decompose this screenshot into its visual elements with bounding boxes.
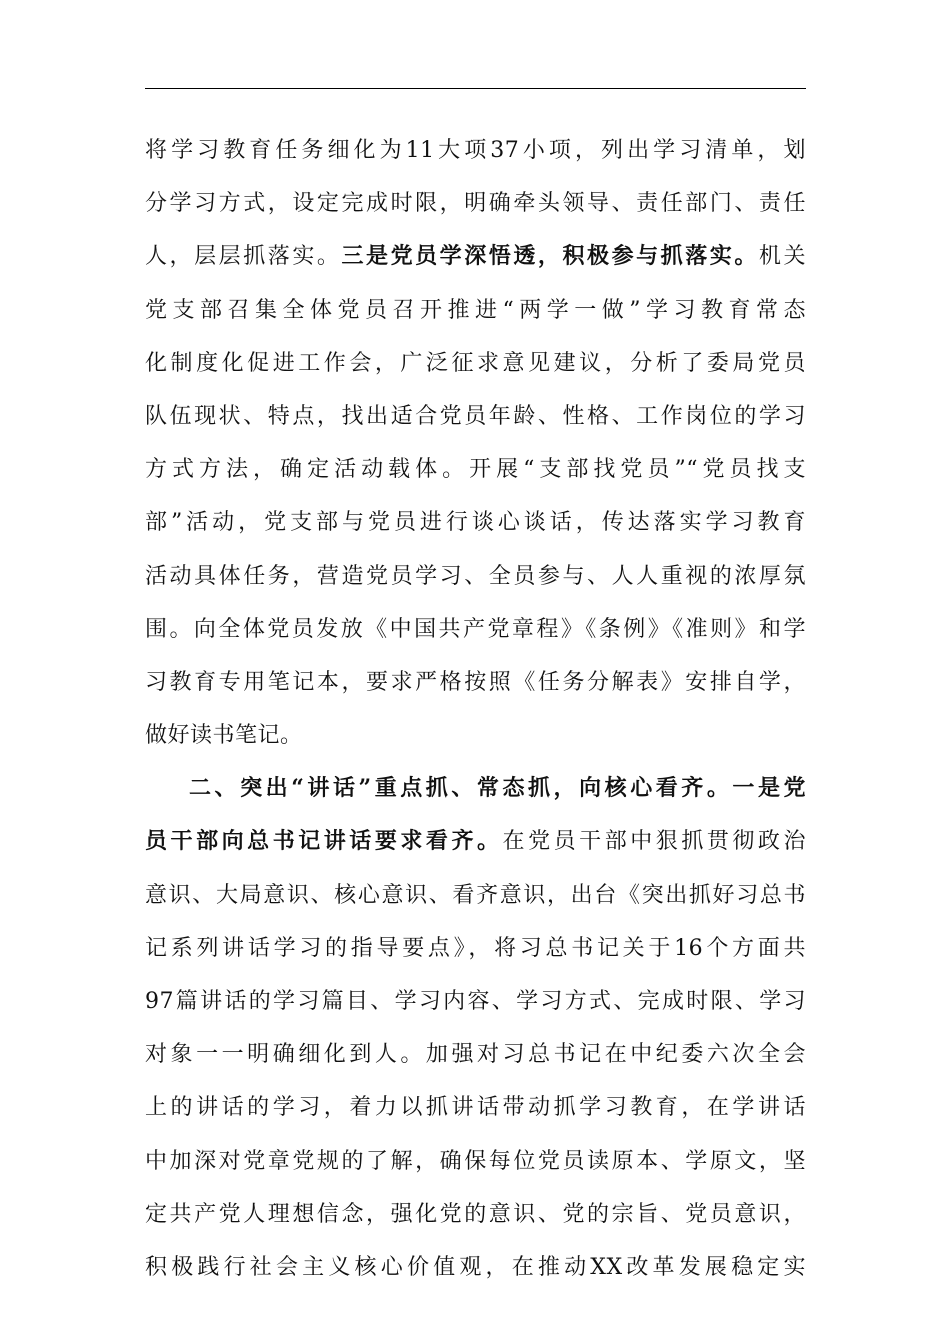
text-segment: 定共产党人理想信念，强化党的意识、党的宗旨、党员意识， [145, 1201, 806, 1227]
text-line [145, 443, 806, 496]
text-segment: 记系列讲话学习的指导要点》，将习总书记关于16个方面共 [145, 935, 806, 961]
text-line [145, 550, 806, 603]
text-segment: 机关 [758, 244, 806, 270]
text-line [145, 390, 806, 443]
text-segment: 上的讲话的学习，着力以抓讲话带动抓学习教育，在学讲话 [145, 1095, 806, 1121]
text-segment: 97篇讲话的学习篇目、学习内容、学习方式、完成时限、学习 [145, 989, 806, 1014]
text-segment: 人，层层抓落实。 [145, 244, 342, 270]
text-line [145, 656, 806, 709]
header-rule [145, 88, 806, 89]
text-segment: 分学习方式，设定完成时限，明确牵头领导、责任部门、责任 [145, 191, 806, 217]
text-segment: 队伍现状、特点，找出适合党员年龄、性格、工作岗位的学习 [145, 403, 806, 429]
bold-text-segment: 员干部向总书记讲话要求看齐。 [145, 828, 503, 855]
text-segment: 部”活动，党支部与党员进行谈心谈话，传达落实学习教育 [145, 510, 806, 536]
text-segment: 对象一一明确细化到人。加强对习总书记在中纪委六次全会 [145, 1042, 806, 1068]
text-line [145, 124, 806, 177]
text-line [145, 496, 806, 549]
text-line [145, 1028, 806, 1081]
text-segment: 化制度化促进工作会，广泛征求意见建议，分析了委局党员 [145, 350, 806, 376]
text-segment: 方式方法，确定活动载体。开展“支部找党员”“党员找支 [145, 457, 806, 483]
bold-text-segment: 三是党员学深悟透，积极参与抓落实。 [341, 243, 759, 270]
text-line [145, 177, 806, 230]
text-line [145, 975, 806, 1028]
document-body [145, 124, 806, 1294]
text-line [145, 815, 806, 868]
text-segment: 在党员干部中狠抓贯彻政治 [502, 829, 806, 855]
text-line [145, 1081, 806, 1134]
text-segment: 做好读书笔记。 [145, 723, 303, 749]
text-line [145, 922, 806, 975]
text-line [145, 762, 806, 815]
bold-text-segment: 二、突出“讲话”重点抓、常态抓，向核心看齐。一是党 [189, 775, 806, 802]
text-line [145, 230, 806, 283]
text-segment: 积极践行社会主义核心价值观，在推动XX改革发展稳定实 [145, 1254, 806, 1280]
text-segment: 中加深对党章党规的了解，确保每位党员读原本、学原文，坚 [145, 1148, 806, 1174]
text-line [145, 603, 806, 656]
text-segment: 意识、大局意识、核心意识、看齐意识，出台《突出抓好习总书 [145, 882, 806, 908]
text-segment: 围。向全体党员发放《中国共产党章程》《条例》《准则》和学 [145, 616, 806, 642]
text-line [145, 1241, 806, 1294]
text-segment: 活动具体任务，营造党员学习、全员参与、人人重视的浓厚氛 [145, 563, 806, 589]
text-line [145, 337, 806, 390]
text-line [145, 1135, 806, 1188]
text-line [145, 709, 806, 762]
text-line [145, 284, 806, 337]
text-segment: 将学习教育任务细化为11大项37小项，列出学习清单，划 [145, 138, 806, 163]
text-line [145, 869, 806, 922]
text-segment: 党支部召集全体党员召开推进“两学一做”学习教育常态 [145, 297, 806, 323]
text-line [145, 1188, 806, 1241]
text-segment: 习教育专用笔记本，要求严格按照《任务分解表》安排自学， [145, 669, 806, 695]
